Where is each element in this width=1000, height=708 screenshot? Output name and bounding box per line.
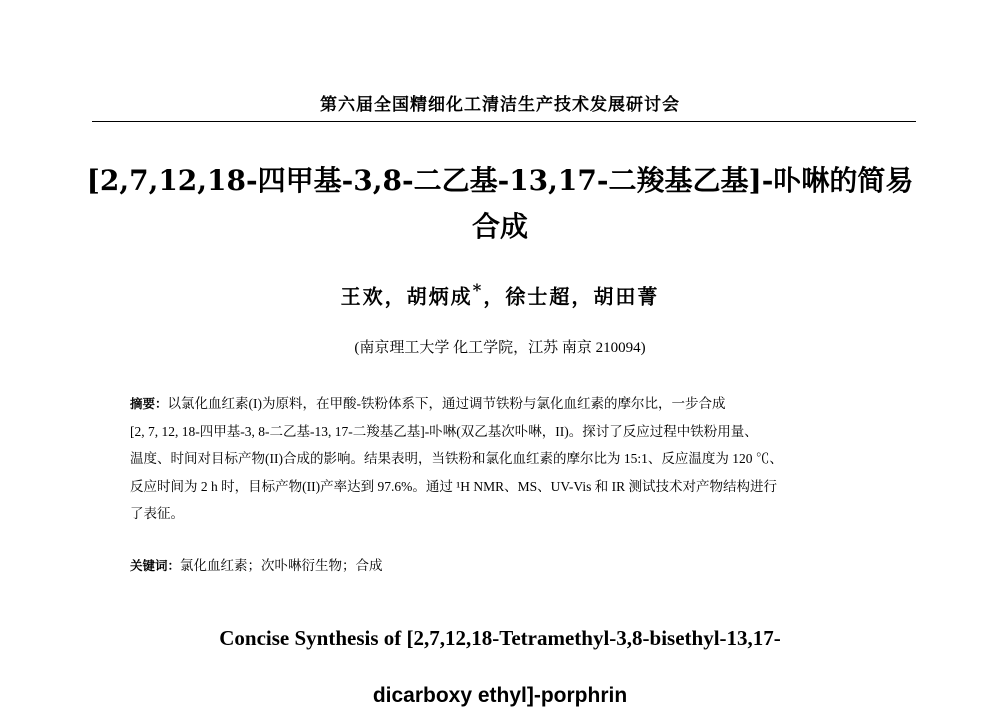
title-cn-line-1: [2,7,12,18-四甲基-3,8-二乙基-13,17-二羧基乙基]-卟啉的简易 [86, 164, 914, 197]
paper-title-en-line-1: Concise Synthesis of [2,7,12,18-Tetramethyl-3,8-bisethyl-13,17- [219, 626, 781, 650]
author-list [0, 280, 1000, 310]
abstract [130, 390, 870, 528]
paper-title-en-line-2: dicarboxy ethyl]-porphrin [372, 684, 628, 707]
author-names-rest: ，徐士超，胡田菁 [483, 284, 660, 309]
corresponding-author-mark: * [472, 280, 484, 300]
conference-header: 第六届全国精细化工清洁生产技术发展研讨会 [320, 95, 680, 115]
paper-title-cn [80, 158, 920, 250]
header-divider [92, 121, 916, 122]
abstract-line-3: 温度、时间对目标产物(II)合成的影响。结果表明，当铁粉和氯化血红素的摩尔比为 15:1、反应温度为 120 ℃、 [130, 451, 783, 466]
keywords-label: 关键词： [130, 558, 181, 573]
keywords-text: 氯化血红素；次卟啉衍生物；合成 [180, 558, 383, 573]
keywords [130, 554, 870, 574]
abstract-line-4: 反应时间为 2 h 时，目标产物(II)产率达到 97.6%。通过 ¹H NMR、MS、UV-Vis 和 IR 测试技术对产物结构进行 [130, 478, 777, 494]
author-names: 王欢，胡炳成 [340, 284, 473, 309]
title-cn-line-2: 合成 [471, 210, 528, 243]
affiliation: (南京理工大学 化工学院，江苏 南京 210094) [354, 340, 646, 356]
abstract-line-2: [2, 7, 12, 18-四甲基-3, 8-二乙基-13, 17-二羧基乙基]-卟啉(双乙基次卟啉，II)。探讨了反应过程中铁粉用量、 [130, 423, 758, 439]
abstract-label: 摘要： [130, 396, 168, 411]
abstract-line-1: 摘要：以氯化血红素(I)为原料，在甲酸-铁粉体系下，通过调节铁粉与氯化血红素的摩尔比，一步合成 [130, 396, 726, 411]
abstract-line-5: 了表征。 [130, 506, 184, 521]
